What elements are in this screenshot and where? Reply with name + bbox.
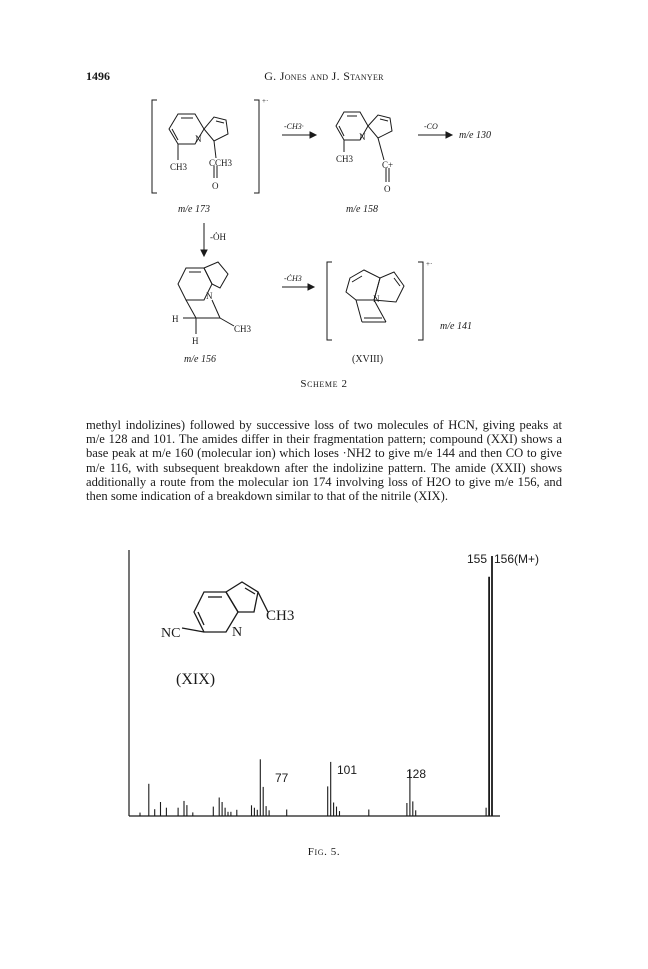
peak-label-77: 77: [275, 771, 289, 785]
arrow-label-loss-oh: -ȮH: [210, 232, 226, 242]
label-xviii: (XVIII): [352, 354, 384, 365]
atom-ch3: CH3: [234, 324, 252, 334]
arrow-head: [201, 250, 207, 256]
atom-n: N: [232, 625, 243, 640]
radical-cation-sign: +·: [262, 97, 269, 105]
atom-n: N: [206, 291, 213, 301]
atom-h: H: [172, 314, 179, 324]
atom-o: O: [384, 184, 391, 194]
arrow-head: [446, 132, 452, 138]
peak-label-128: 128: [406, 767, 427, 781]
body-paragraph: [86, 418, 562, 503]
peak-label-156: 156(M+): [494, 552, 540, 566]
atom-nc: NC: [161, 626, 181, 641]
body-paragraph-text: methyl indolizines) followed by successive loss of two molecules of HCN, giving peaks at m/e 128 and 101. The amides differ in their fragmentation pattern; compound (XXI) shows a base peak at m/e 160 (molecular ion) which loses ·NH2 to give m/e 144 and then CO to give m/e 116, with subsequent breakdown after the indolizine pattern. The amide (XXII) shows additionally a route from the molecular ion 174 involving loss of H2O to give m/e 156, and then some indication of a breakdown similar to that of the nitrile (XIX).: [86, 418, 562, 504]
scheme-caption: Scheme 2: [300, 378, 348, 390]
structure-xix: [182, 582, 268, 632]
label-m141: m/e 141: [440, 321, 472, 332]
structure-158: [336, 112, 392, 182]
page-number: 1496: [86, 69, 110, 83]
atom-ch3: CH3: [170, 162, 188, 172]
atom-n: N: [195, 134, 202, 144]
label-m173: m/e 173: [178, 204, 210, 215]
atom-cch3: CCH3: [209, 158, 233, 168]
atom-n: N: [359, 132, 366, 142]
radical-cation-sign: +·: [426, 260, 433, 268]
compound-label-xix: (XIX): [176, 671, 216, 688]
figure-caption: Fig. 5.: [307, 846, 341, 858]
peak-label-155: 155: [467, 552, 488, 566]
atom-c-plus: C+: [382, 160, 394, 170]
atom-ch3: CH3: [336, 154, 354, 164]
arrow-head: [310, 132, 316, 138]
atom-h: H: [192, 336, 199, 346]
arrow-head: [308, 284, 314, 290]
atom-ch3: CH3: [266, 608, 295, 624]
arrow-label-loss-ch3: -CH3·: [284, 122, 304, 131]
peak-label-101: 101: [337, 763, 358, 777]
label-m156: m/e 156: [184, 354, 216, 365]
label-m130: m/e 130: [459, 130, 491, 141]
bracket-173: [152, 100, 259, 193]
atom-o: O: [212, 181, 219, 191]
arrow-label-loss-co: -CO: [424, 122, 438, 131]
atom-n: N: [373, 294, 380, 304]
arrow-label-loss-ch3: -ĊH3: [284, 274, 302, 283]
label-m158: m/e 158: [346, 204, 378, 215]
running-head: G. Jones and J. Stanyer: [264, 69, 384, 83]
